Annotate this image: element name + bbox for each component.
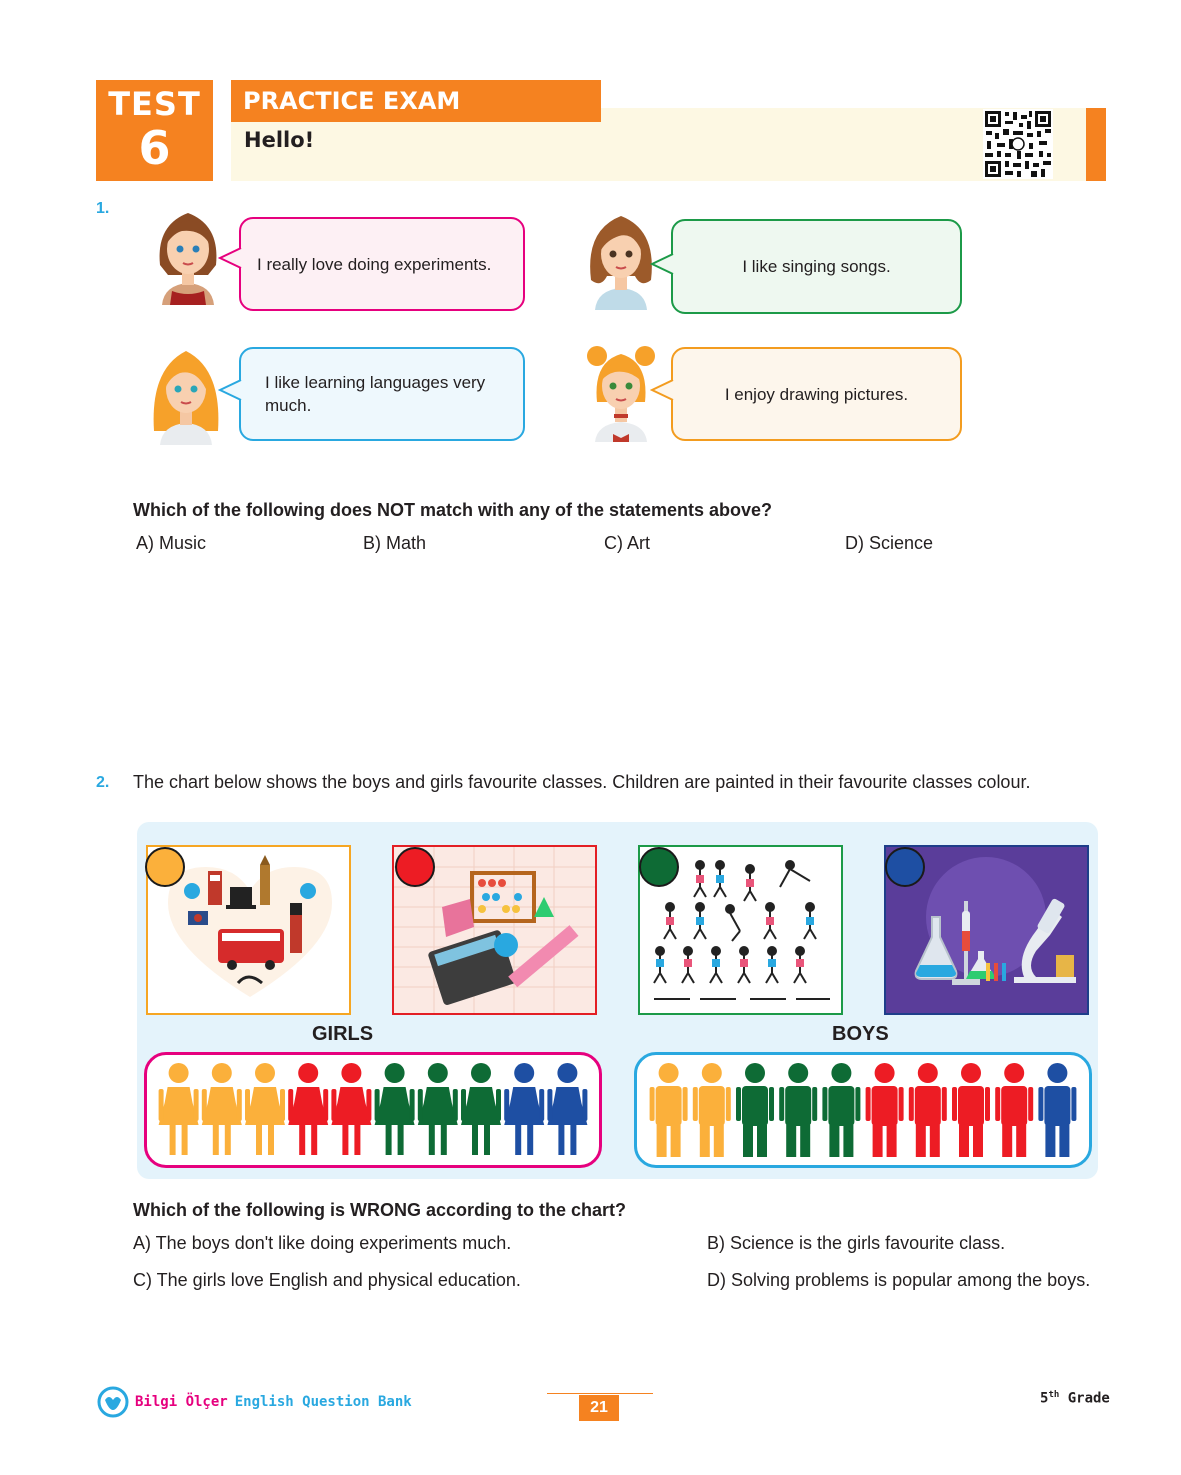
boy-figure-icon — [822, 1063, 860, 1157]
girl-figure-icon — [547, 1063, 587, 1155]
test-number: 6 — [138, 121, 171, 175]
speech-bubble-experiments — [239, 217, 525, 311]
header-accent-bar — [1086, 108, 1106, 181]
math-color-dot — [395, 847, 435, 887]
unit-title: Hello! — [244, 128, 315, 152]
q1-option-a[interactable]: A) Music — [136, 533, 207, 553]
question-2-intro: The chart below shows the boys and girls favourite classes. Children are painted in their favourite classes colour. — [133, 772, 1031, 792]
speech-bubble-singing — [671, 219, 962, 314]
girl-figure-icon — [245, 1063, 285, 1155]
girl-figure-icon — [288, 1063, 328, 1155]
q1-option-d[interactable]: D) Science — [845, 533, 934, 553]
qr-code-icon[interactable] — [983, 109, 1053, 179]
grade-word: Grade — [1067, 1390, 1110, 1407]
pe-color-dot — [639, 847, 679, 887]
bubble-tail — [218, 246, 242, 272]
girl-figure-icon — [159, 1063, 199, 1155]
bubble-text: I enjoy drawing pictures. — [724, 384, 909, 404]
english-color-dot — [145, 847, 185, 887]
bubble-tail — [650, 252, 674, 278]
test-label: TEST — [108, 85, 201, 123]
brand — [97, 1386, 412, 1418]
boys-figures — [637, 1055, 1089, 1165]
boy-figure-icon — [952, 1063, 990, 1157]
girl-figure-icon — [504, 1063, 544, 1155]
question-number-2: 2. — [96, 774, 110, 791]
q2-option-c[interactable]: C) The girls love English and physical education. — [133, 1270, 521, 1290]
grade-number: 5 — [1040, 1390, 1049, 1407]
girl-avatar-2-icon — [585, 210, 657, 310]
girl-figure-icon — [461, 1063, 501, 1155]
brand-subtitle: English Question Bank — [234, 1394, 412, 1410]
girl-avatar-4-icon — [585, 342, 657, 442]
brand-logo-icon — [97, 1386, 129, 1418]
question-2-prompt: Which of the following is WRONG according to the chart? — [133, 1200, 626, 1220]
boy-figure-icon — [1038, 1063, 1076, 1157]
q2-option-b[interactable]: B) Science is the girls favourite class. — [707, 1233, 1006, 1253]
test-badge — [96, 80, 213, 181]
q2-option-d[interactable]: D) Solving problems is popular among the boys. — [707, 1270, 1091, 1290]
brand-name: Bilgi Ölçer — [135, 1394, 228, 1410]
question-1-prompt: Which of the following does NOT match with any of the statements above? — [133, 500, 773, 520]
question-number-1: 1. — [96, 200, 110, 217]
bubble-tail — [218, 378, 242, 404]
girl-figure-icon — [418, 1063, 458, 1155]
bubble-text: I really love doing experiments. — [257, 254, 492, 274]
boy-figure-icon — [779, 1063, 817, 1157]
girls-group — [144, 1052, 602, 1168]
page-number: 21 — [579, 1395, 619, 1421]
boy-figure-icon — [650, 1063, 688, 1157]
speech-bubble-drawing — [671, 347, 962, 441]
boy-figure-icon — [909, 1063, 947, 1157]
girls-figures — [147, 1055, 599, 1165]
boys-group — [634, 1052, 1092, 1168]
boy-figure-icon — [995, 1063, 1033, 1157]
bubble-text: I like singing songs. — [742, 257, 891, 276]
boys-label: BOYS — [832, 1023, 889, 1045]
bubble-text: I like learning languages very much. — [265, 373, 486, 415]
q1-option-b[interactable]: B) Math — [363, 533, 427, 553]
q1-option-c[interactable]: C) Art — [604, 533, 651, 553]
q2-option-a[interactable]: A) The boys don't like doing experiments much. — [133, 1233, 512, 1253]
speech-bubble-languages — [239, 347, 525, 441]
girl-avatar-1-icon — [152, 205, 224, 305]
section-title: PRACTICE EXAM — [231, 80, 601, 122]
boy-figure-icon — [736, 1063, 774, 1157]
girl-figure-icon — [202, 1063, 242, 1155]
girl-avatar-3-icon — [150, 345, 222, 445]
boy-figure-icon — [866, 1063, 904, 1157]
grade-suffix: th — [1048, 1390, 1060, 1400]
girls-label: GIRLS — [312, 1023, 374, 1045]
girl-figure-icon — [331, 1063, 371, 1155]
science-color-dot — [885, 847, 925, 887]
boy-figure-icon — [693, 1063, 731, 1157]
page-divider — [547, 1393, 653, 1394]
girl-figure-icon — [375, 1063, 415, 1155]
bubble-tail — [650, 378, 674, 404]
grade-label — [1040, 1390, 1110, 1407]
